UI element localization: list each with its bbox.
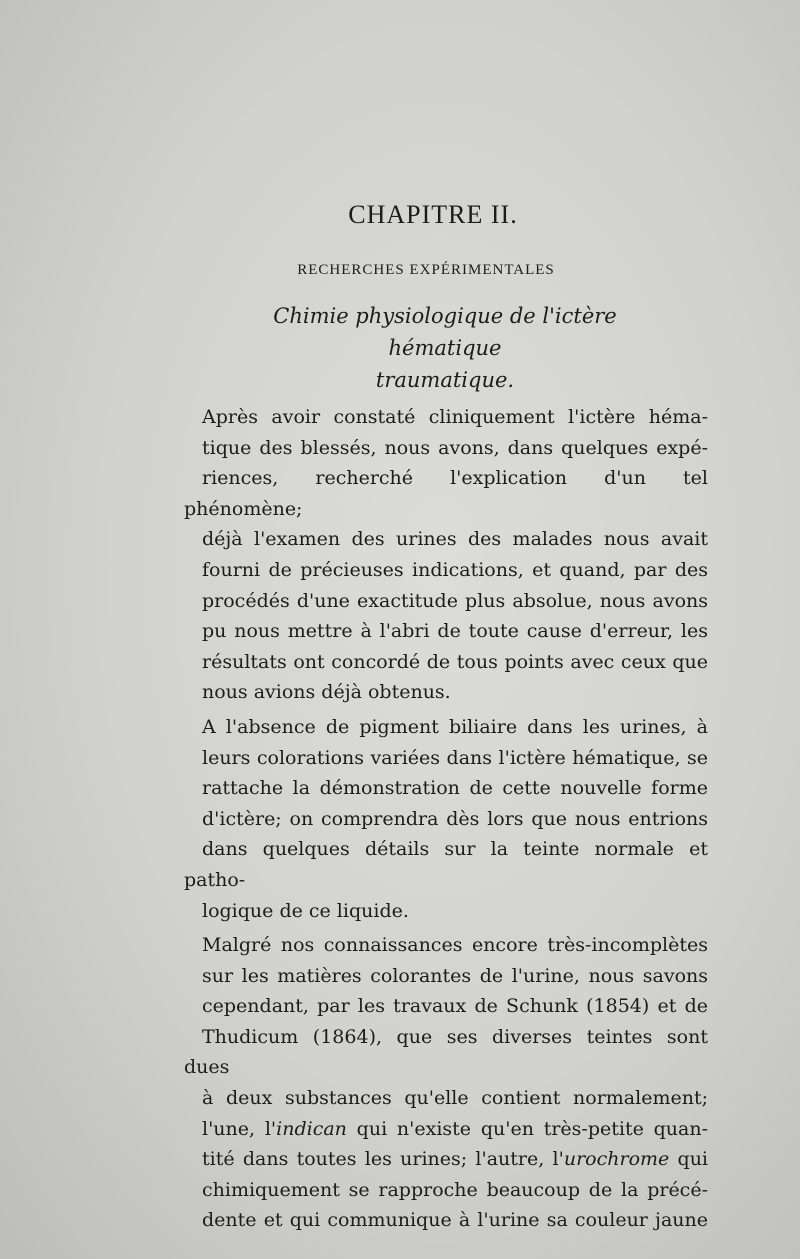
paragraph-1 <box>184 402 708 708</box>
subtitle-line-2: traumatique. <box>375 368 515 392</box>
text-line: rattache la démonstration de cette nouvelle forme <box>202 777 708 800</box>
text-line-urochrome <box>184 1144 708 1175</box>
text-segment: qui <box>669 1148 709 1171</box>
text-line: chimiquement se rapproche beaucoup de la précé- <box>202 1178 708 1201</box>
paragraph-2 <box>184 712 708 926</box>
text-segment: qui n'existe qu'en très-petite quan- <box>346 1117 708 1140</box>
text-line: logique de ce liquide. <box>202 899 409 922</box>
text-line: tique des blessés, nous avons, dans quelques expé- <box>202 436 708 459</box>
text-line: déjà l'examen des urines des malades nous avait <box>202 528 708 551</box>
text-line: A l'absence de pigment biliaire dans les urines, à <box>202 715 708 738</box>
text-line: riences, recherché l'explication d'un tel phénomène; <box>184 467 708 520</box>
text-line: résultats ont concordé de tous points avec ceux que <box>202 650 708 673</box>
text-line: fourni de précieuses indications, et quand, par des <box>202 558 708 581</box>
subtitle-line-1: Chimie physiologique de l'ictère hématique <box>273 304 617 360</box>
section-heading: RECHERCHES EXPÉRIMENTALES <box>297 262 555 278</box>
text-line: cependant, par les travaux de Schunk (1854) et de <box>202 995 708 1018</box>
text-line: à deux substances qu'elle contient normalement; <box>202 1087 708 1110</box>
text-line: Malgré nos connaissances encore très-incomplètes <box>202 934 708 957</box>
text-segment: tité dans toutes les urines; l'autre, l' <box>202 1148 564 1171</box>
italic-term: indican <box>276 1117 347 1140</box>
subtitle <box>230 300 660 396</box>
paragraph-3 <box>184 930 708 1236</box>
text-line: Thudicum (1864), que ses diverses teintes sont dues <box>184 1025 708 1079</box>
text-line: dans quelques détails sur la teinte normale et patho- <box>184 838 708 891</box>
chapter-heading: CHAPITRE II. <box>348 200 518 229</box>
text-line: nous avions déjà obtenus. <box>202 681 451 704</box>
text-line: pu nous mettre à l'abri de toute cause d'erreur, les <box>202 620 708 643</box>
text-segment: l'une, l' <box>202 1117 277 1140</box>
text-line: leurs colorations variées dans l'ictère hématique, se <box>202 746 708 769</box>
text-line-indican <box>184 1114 708 1145</box>
text-line: dente et qui communique à l'urine sa couleur jaune <box>202 1209 708 1232</box>
text-line: sur les matières colorantes de l'urine, nous savons <box>202 964 708 987</box>
body-text <box>184 402 708 1240</box>
text-line: d'ictère; on comprendra dès lors que nous entrions <box>202 807 708 830</box>
text-line: procédés d'une exactitude plus absolue, nous avons <box>202 589 708 612</box>
italic-term: urochrome <box>563 1148 670 1171</box>
text-line: Après avoir constaté cliniquement l'ictère héma- <box>202 406 708 428</box>
